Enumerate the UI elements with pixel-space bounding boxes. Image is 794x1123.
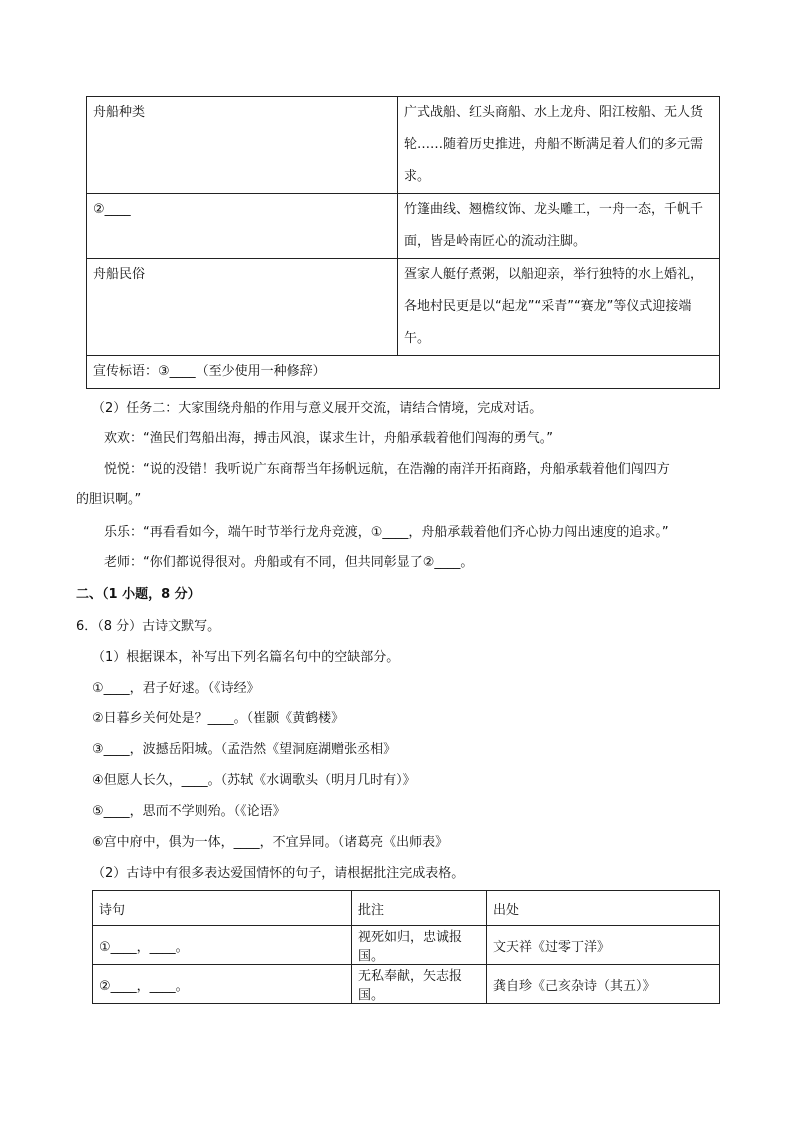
poem-item: ①____，君子好逑。（《诗经》 <box>92 681 260 696</box>
table-cell: 视死如归，忠诚报国。 <box>352 926 487 965</box>
section-heading: 二、（1 小题，8 分） <box>76 587 201 602</box>
table-header: 出处 <box>487 891 720 926</box>
table-cell: 舟船种类 <box>87 97 398 194</box>
table-cell: ②____，____。 <box>93 965 352 1004</box>
dialogue-teacher: 老师：“你们都说得很对。舟船或有不同，但共同彰显了②____。 <box>104 555 474 570</box>
table-cell: ①____，____。 <box>93 926 352 965</box>
part2-instruction: （2）古诗中有很多表达爱国情怀的句子，请根据批注完成表格。 <box>92 866 465 881</box>
table-cell: 疍家人艇仔煮粥，以船迎亲，举行独特的水上婚礼，各地村民更是以“起龙”“采青”“赛龙”等仪式迎接端午。 <box>398 259 720 356</box>
table-cell: 龚自珍《己亥杂诗（其五）》 <box>487 965 720 1004</box>
table-cell: 广式战船、红头商船、水上龙舟、阳江桉船、无人货轮……随着历史推进，舟船不断满足着人们的多元需求。 <box>398 97 720 194</box>
table-header: 诗句 <box>93 891 352 926</box>
dialogue-lele: 乐乐：“再看看如今，端午时节举行龙舟竞渡，①____，舟船承载着他们齐心协力闯出速度的追求。” <box>104 525 669 540</box>
poem-item: ④但愿人长久，____。（苏轼《水调歌头（明月几时有）》 <box>92 773 416 788</box>
dialogue-huanhuan: 欢欢：“渔民们驾船出海，搏击风浪，谋求生计，舟船承载着他们闯海的勇气。” <box>104 431 553 446</box>
table-row <box>87 97 720 194</box>
poem-item: ⑥宫中府中，俱为一体，____，不宜异同。（诸葛亮《出师表》 <box>92 835 449 850</box>
table-header-row <box>93 891 720 926</box>
table-row <box>93 965 720 1004</box>
dialogue-yueyue: 悦悦：“说的没错！我听说广东商帮当年扬帆远航，在浩瀚的南洋开拓商路，舟船承载着他们闯四方 <box>104 462 670 477</box>
table-header: 批注 <box>352 891 487 926</box>
table-cell: 舟船民俗 <box>87 259 398 356</box>
question-6: 6．（8 分）古诗文默写。 <box>76 619 221 634</box>
poem-item: ②日暮乡关何处是？____。（崔颢《黄鹤楼》 <box>92 711 345 726</box>
task2-intro: （2）任务二：大家围绕舟船的作用与意义展开交流，请结合情境，完成对话。 <box>92 401 543 416</box>
slogan-cell: 宣传标语：③____（至少使用一种修辞） <box>87 356 720 389</box>
table-cell: 文天祥《过零丁洋》 <box>487 926 720 965</box>
part1-instruction: （1）根据课本，补写出下列名篇名句中的空缺部分。 <box>92 650 400 665</box>
table-row <box>87 356 720 389</box>
table-cell: ②____ <box>87 194 398 259</box>
boat-info-table <box>86 96 720 389</box>
poem-item: ⑤____，思而不学则殆。（《论语》 <box>92 804 286 819</box>
table-row <box>87 194 720 259</box>
table-cell: 竹篷曲线、翘檐纹饰、龙头雕工，一舟一态，千帆千面，皆是岭南匠心的流动注脚。 <box>398 194 720 259</box>
table-row <box>93 926 720 965</box>
poem-item: ③____，波撼岳阳城。（孟浩然《望洞庭湖赠张丞相》 <box>92 742 397 757</box>
patriotic-poems-table <box>92 890 720 1004</box>
dialogue-yueyue-cont: 的胆识啊。” <box>76 492 142 507</box>
table-cell: 无私奉献，矢志报国。 <box>352 965 487 1004</box>
table-row <box>87 259 720 356</box>
